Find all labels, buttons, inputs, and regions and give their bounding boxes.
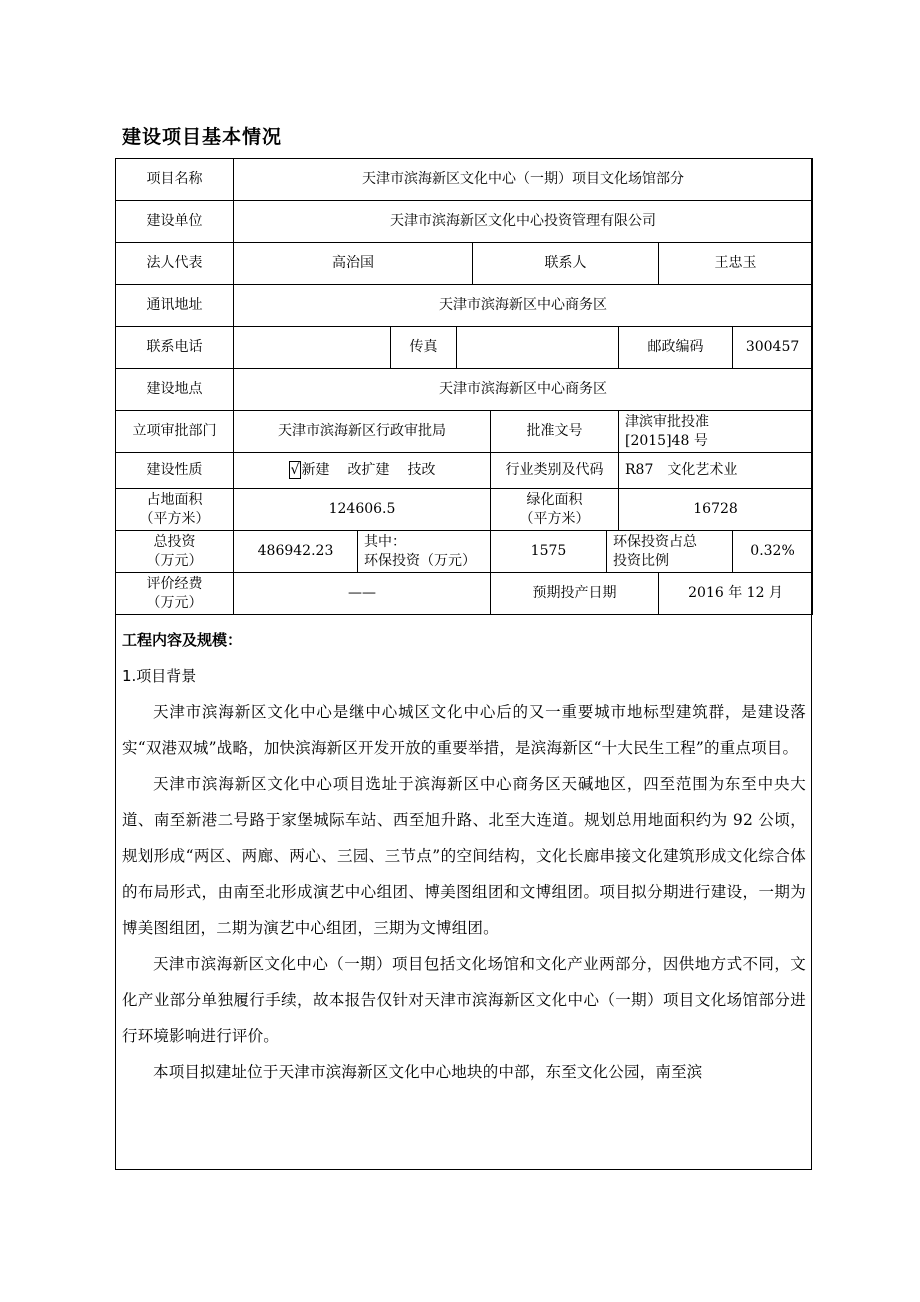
env-invest-label (358, 531, 491, 573)
prod-date-value: 2016 年 12 月 (659, 573, 813, 615)
paragraph-2: 天津市滨海新区文化中心项目选址于滨海新区中心商务区天碱地区，四至范围为东至中央大道、南至新港二号路于家堡城际车站、西至旭升路、北至大连道。规划总用地面积约为 92 公顷，规划形成“两区、两廊、两心、三园、三节点”的空间结构，文化长廊串接文化建筑形成文化综合体的布局形式，由南至北形成演艺中心组团、博美图组团和文博组团。项目拟分期进行建设，一期为博美图组团，二期为演艺中心组团，三期为文博组团。 (122, 775, 806, 937)
nature-new: 新建 (301, 462, 330, 478)
contact-label: 联系人 (473, 243, 659, 285)
env-ratio-label (607, 531, 733, 573)
row-location (116, 369, 813, 411)
phone-label: 联系电话 (116, 327, 234, 369)
eval-fee-label (116, 573, 234, 615)
industry-value: R87 文化艺术业 (619, 453, 813, 489)
nature-label: 建设性质 (116, 453, 234, 489)
land-area-value: 124606.5 (234, 489, 491, 531)
contact-value: 王忠玉 (659, 243, 813, 285)
nature-options (234, 453, 491, 489)
legal-rep-value: 高治国 (234, 243, 473, 285)
green-area-value: 16728 (619, 489, 813, 531)
total-invest-label-1: 总投资 (153, 533, 196, 550)
land-area-label-1: 占地面积 (146, 491, 203, 508)
eval-fee-label-1: 评价经费 (146, 575, 203, 592)
prod-date-label: 预期投产日期 (491, 573, 659, 615)
row-address (116, 285, 813, 327)
eval-fee-value: —— (234, 573, 491, 615)
phone-value (234, 327, 391, 369)
content-section (122, 622, 806, 1090)
legal-rep-label: 法人代表 (116, 243, 234, 285)
total-invest-label (116, 531, 234, 573)
page-title: 建设项目基本情况 (122, 126, 283, 148)
row-eval-fee (116, 573, 813, 615)
total-invest-label-2: （万元） (146, 552, 203, 569)
approval-no-line-1: 津滨审批投准 (625, 413, 709, 430)
postcode-label: 邮政编码 (619, 327, 733, 369)
nature-expand: 改扩建 (347, 462, 390, 478)
land-area-label-2: （平方米） (139, 510, 210, 527)
eval-fee-label-2: （万元） (146, 594, 203, 611)
row-approval (116, 411, 813, 453)
env-ratio-label-2: 投资比例 (613, 552, 669, 569)
location-label: 建设地点 (116, 369, 234, 411)
env-invest-label-1: 其中： (364, 533, 406, 550)
address-label: 通讯地址 (116, 285, 234, 327)
row-project-name (116, 159, 813, 201)
approval-dept-value: 天津市滨海新区行政审批局 (234, 411, 491, 453)
env-ratio-value: 0.32% (733, 531, 813, 573)
env-invest-value: 1575 (491, 531, 607, 573)
nature-tech: 技改 (407, 462, 436, 478)
row-legal-rep (116, 243, 813, 285)
green-area-label (491, 489, 619, 531)
paragraph-3: 天津市滨海新区文化中心（一期）项目包括文化场馆和文化产业两部分，因供地方式不同，文化产业部分单独履行手续，故本报告仅针对天津市滨海新区文化中心（一期）项目文化场馆部分进行环境影响进行评价。 (122, 955, 806, 1045)
project-name-value: 天津市滨海新区文化中心（一期）项目文化场馆部分 (234, 159, 813, 201)
green-area-label-2: （平方米） (519, 510, 590, 527)
approval-no-value (619, 411, 813, 453)
approval-no-line-2: [2015]48 号 (625, 432, 708, 449)
approval-no-label: 批准文号 (491, 411, 619, 453)
project-info-table (115, 158, 813, 615)
fax-value (457, 327, 619, 369)
paragraph-1: 天津市滨海新区文化中心是继中心城区文化中心后的又一重要城市地标型建筑群，是建设落实“双港双城”战略，加快滨海新区开发开放的重要举措，是滨海新区“十大民生工程”的重点项目。 (122, 703, 806, 757)
row-area (116, 489, 813, 531)
project-name-label: 项目名称 (116, 159, 234, 201)
approval-dept-label: 立项审批部门 (116, 411, 234, 453)
content-heading: 工程内容及规模： (122, 631, 243, 649)
total-invest-value: 486942.23 (234, 531, 358, 573)
env-invest-label-2: 环保投资（万元） (364, 552, 476, 569)
content-subheading: 1.项目背景 (122, 667, 197, 685)
location-value: 天津市滨海新区中心商务区 (234, 369, 813, 411)
green-area-label-1: 绿化面积 (526, 491, 583, 508)
nature-checkbox: √ (290, 462, 300, 478)
env-ratio-label-1: 环保投资占总 (613, 533, 697, 550)
row-investment (116, 531, 813, 573)
address-value: 天津市滨海新区中心商务区 (234, 285, 813, 327)
paragraph-4: 本项目拟建址位于天津市滨海新区文化中心地块的中部，东至文化公园，南至滨 (153, 1063, 703, 1081)
land-area-label (116, 489, 234, 531)
builder-label: 建设单位 (116, 201, 234, 243)
fax-label: 传真 (391, 327, 457, 369)
builder-value: 天津市滨海新区文化中心投资管理有限公司 (234, 201, 813, 243)
row-builder (116, 201, 813, 243)
postcode-value: 300457 (733, 327, 813, 369)
row-phone (116, 327, 813, 369)
industry-label: 行业类别及代码 (491, 453, 619, 489)
row-nature (116, 453, 813, 489)
